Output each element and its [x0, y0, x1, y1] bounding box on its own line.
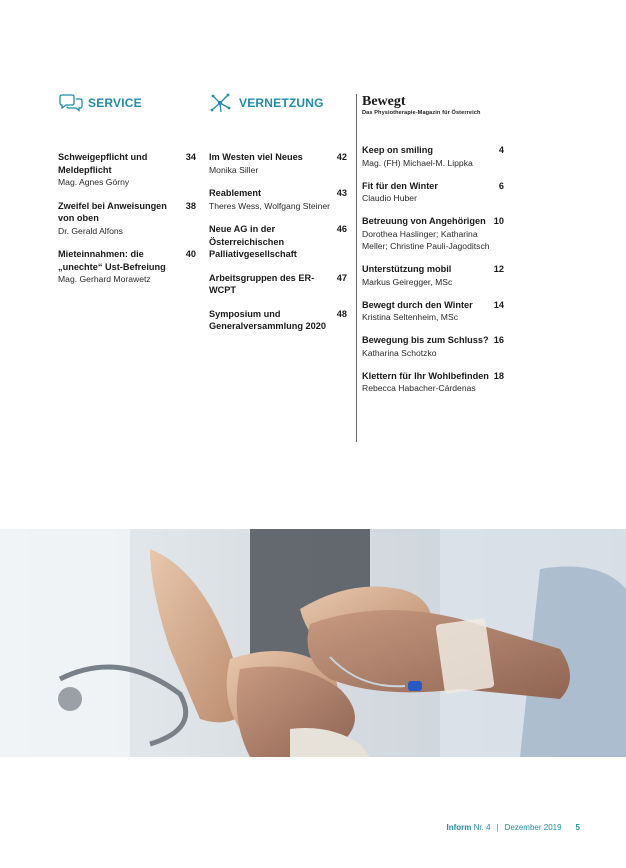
toc-entry-title: Unterstützung mobil [362, 264, 452, 274]
toc-entry-author: Dr. Gerald Alfons [58, 225, 123, 236]
toc-entry-author: Mag. (FH) Michael-M. Lippka [362, 157, 473, 168]
bewegt-column [356, 94, 504, 442]
toc-entry-author: Theres Wess, Wolfgang Steiner [209, 200, 331, 211]
toc-entry-title: Symposium und Generalversammlung 2020 [209, 308, 326, 331]
toc-entry-title: Klettern für Ihr Wohlbefinden [362, 370, 489, 381]
toc-entry[interactable] [362, 370, 504, 395]
vernetzung-heading [209, 94, 347, 112]
toc-entry[interactable] [362, 144, 504, 169]
toc-entry-page: 12 [493, 264, 504, 274]
toc-entry-page: 38 [185, 200, 196, 211]
toc-entry-page: 18 [493, 370, 504, 381]
toc-entry-author: Rebecca Habacher-Cárdenas [362, 383, 476, 393]
toc-entry[interactable] [362, 215, 504, 253]
service-heading [58, 94, 196, 112]
vernetzung-title: VERNETZUNG [239, 96, 324, 110]
footer-page-number: 5 [575, 823, 580, 832]
toc-entry[interactable] [362, 263, 504, 288]
footer-separator: | [496, 823, 499, 832]
toc-entry-author: Kristina Seltenheim, MSc [362, 312, 458, 322]
toc-entry-author: Claudio Huber [362, 193, 417, 203]
toc-entry-title: Bewegt durch den Winter [362, 299, 473, 310]
toc-entry[interactable] [209, 187, 347, 212]
toc-entry-page: 16 [493, 335, 504, 345]
bewegt-title: Bewegt [362, 94, 406, 109]
toc-entry-title: Reablement [209, 188, 262, 198]
toc-entry[interactable] [362, 299, 504, 324]
toc-entry[interactable] [209, 308, 347, 333]
toc-entry-page: 34 [185, 152, 196, 162]
toc-entry-author: Mag. Agnes Görny [58, 177, 130, 187]
bewegt-entries [362, 144, 504, 395]
toc-entry-author: Mag. Gerhard Morawetz [58, 274, 151, 284]
service-column [58, 94, 196, 297]
toc-entry-title: Fit für den Winter [362, 180, 438, 191]
toc-entry-title: Zweifel bei Anweisungen von oben [58, 200, 167, 223]
toc-entry[interactable] [209, 151, 347, 176]
toc-entry-title: Schweigepflicht und Meldepflicht [58, 152, 148, 175]
service-title: SERVICE [88, 96, 142, 110]
speech-bubbles-icon [58, 94, 84, 112]
vernetzung-column [209, 94, 347, 344]
toc-entry-page: 47 [336, 272, 347, 283]
footer-brand: Inform [446, 823, 472, 832]
toc-entry-author: Katharina Schotzko [362, 347, 437, 358]
toc-entry[interactable] [58, 200, 196, 238]
toc-entry[interactable] [58, 151, 196, 189]
toc-entry-page: 6 [498, 180, 504, 191]
toc-entry-page: 48 [336, 308, 347, 319]
service-entries [58, 151, 196, 286]
page-footer [447, 823, 580, 832]
toc-entry-title: Bewegung bis zum Schluss? [362, 335, 489, 345]
toc-entry-page: 14 [493, 299, 504, 310]
network-icon [209, 94, 235, 112]
toc-entry-title: Keep on smiling [362, 145, 433, 155]
toc-entry[interactable] [209, 272, 347, 297]
hands-photo [0, 529, 626, 757]
toc-entry-page: 4 [498, 145, 504, 155]
bewegt-subtitle: Das Physiotherapie-Magazin für Österreich [362, 110, 481, 116]
toc-entry-page: 42 [336, 152, 347, 162]
vernetzung-entries [209, 151, 347, 333]
toc-entry-page: 40 [185, 249, 196, 259]
toc-entry[interactable] [362, 180, 504, 205]
toc-entry-title: Mieteinnahmen: die „unechte“ Ust-Befreiung [58, 249, 166, 272]
footer-issue: Nr. 4 [473, 823, 491, 832]
toc-entry-page: 46 [336, 224, 347, 234]
toc-entry-page: 43 [336, 188, 347, 198]
footer-date: Dezember 2019 [504, 823, 562, 832]
toc-entry-title: Betreuung von Angehörigen [362, 216, 486, 226]
toc-entry-author: Dorothea Haslinger; Katharina Meller; Christine Pauli-Jagoditsch [362, 228, 490, 251]
toc-entry-page: 10 [493, 216, 504, 226]
toc-entry[interactable] [209, 223, 347, 261]
toc-entry-title: Im Westen viel Neues [209, 152, 303, 162]
toc-entry-title: Arbeitsgruppen des ER-WCPT [209, 272, 315, 295]
toc-entry-author: Monika Siller [209, 164, 259, 175]
toc-entry[interactable] [58, 248, 196, 286]
toc-entry-title: Neue AG in der Österreichischen Palliativgesellschaft [209, 224, 297, 259]
toc-entry[interactable] [362, 334, 504, 359]
toc-entry-author: Markus Geiregger, MSc [362, 276, 453, 287]
